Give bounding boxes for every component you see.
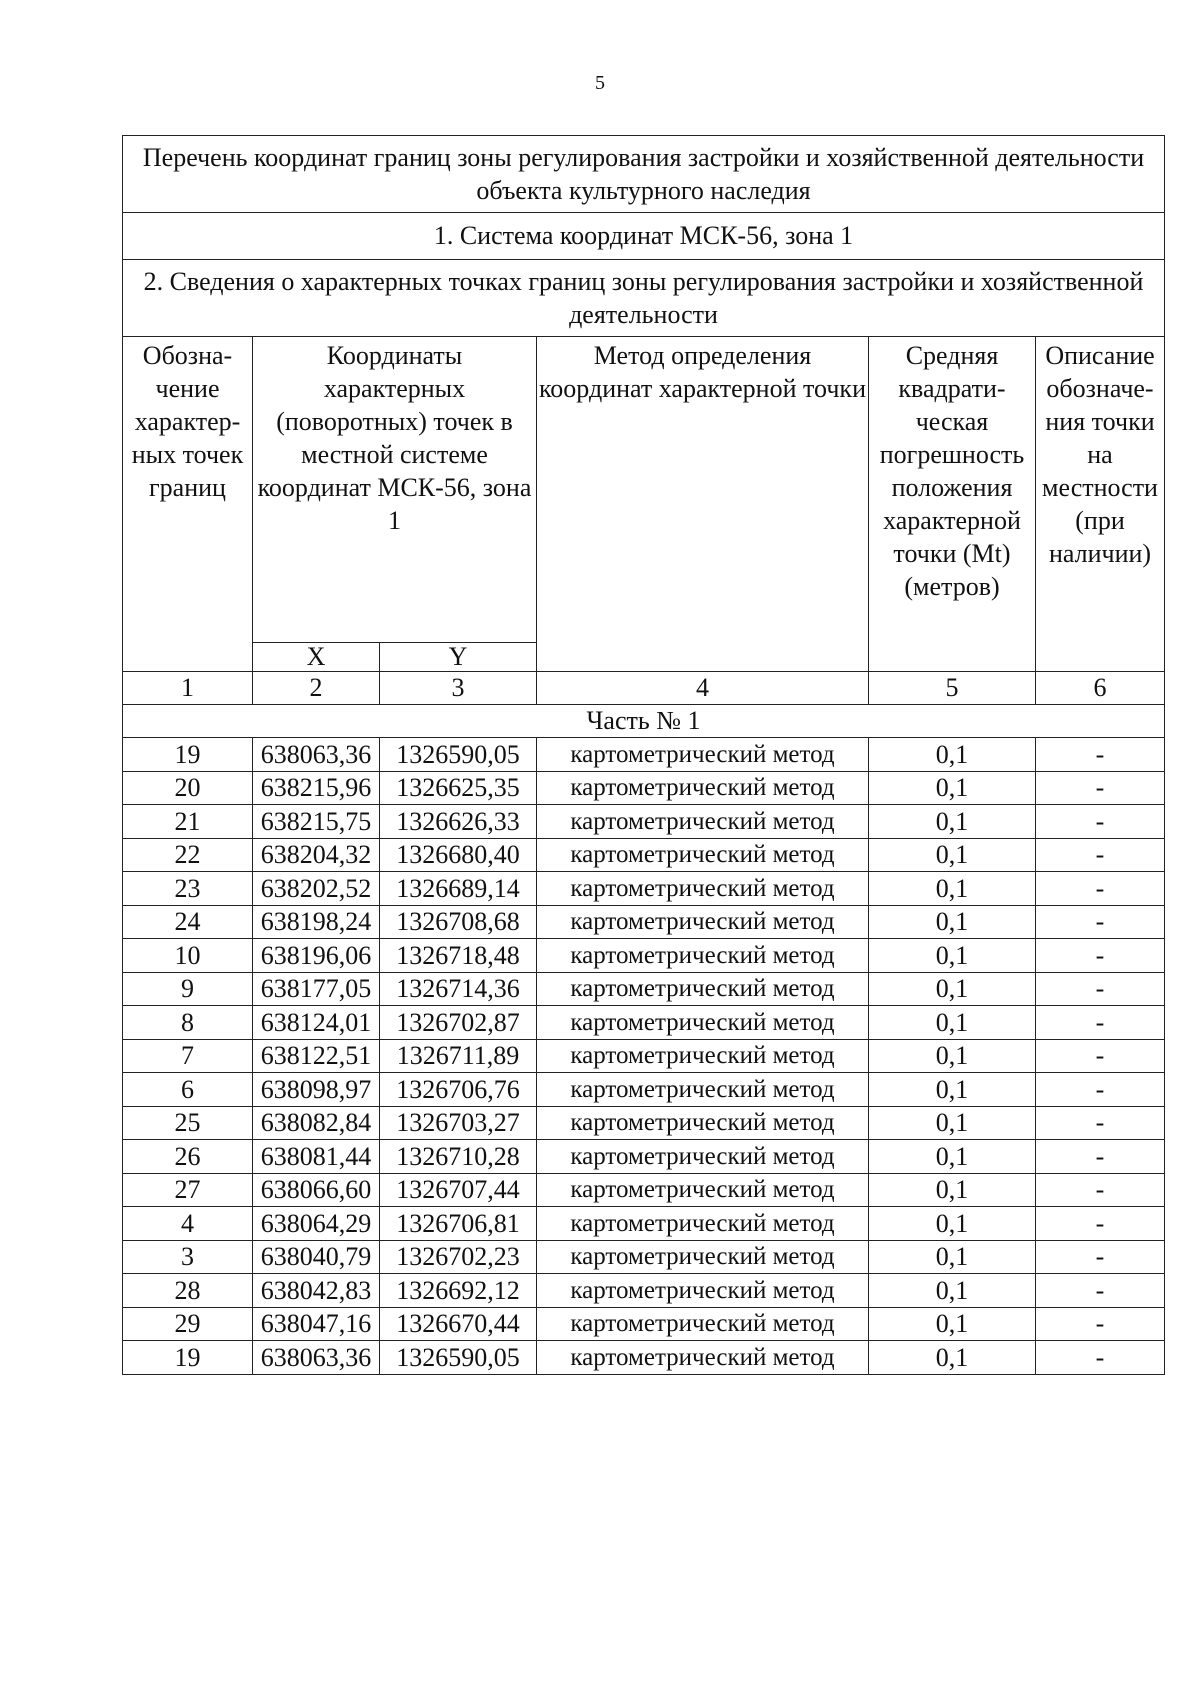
point-cell: 6	[123, 1073, 253, 1107]
x-cell: 638177,05	[253, 972, 380, 1006]
method-cell: картометрический метод	[537, 1274, 869, 1308]
table-row	[123, 771, 1165, 805]
section-label: 2. Сведения о характерных точках границ зоны регулирования застройки и хозяйственной деятельности	[123, 260, 1165, 337]
mt-cell: 0,1	[869, 1207, 1036, 1241]
header-mean-square-error: Средняя квадрати- ческая погрешность положения характерной точки (Mt) (метров)	[869, 337, 1036, 672]
y-cell: 1326689,14	[380, 872, 537, 906]
page-number: 5	[595, 72, 605, 94]
point-cell: 7	[123, 1039, 253, 1073]
x-cell: 638215,75	[253, 805, 380, 839]
table-title: Перечень координат границ зоны регулирования застройки и хозяйственной деятельности объекта культурного наследия	[123, 136, 1165, 213]
mt-cell: 0,1	[869, 771, 1036, 805]
mt-cell: 0,1	[869, 1240, 1036, 1274]
method-cell: картометрический метод	[537, 838, 869, 872]
description-cell: -	[1036, 1341, 1165, 1375]
column-number: 1	[123, 672, 253, 705]
point-cell: 29	[123, 1307, 253, 1341]
point-cell: 10	[123, 939, 253, 973]
mt-cell: 0,1	[869, 939, 1036, 973]
x-cell: 638040,79	[253, 1240, 380, 1274]
point-cell: 23	[123, 872, 253, 906]
mt-cell: 0,1	[869, 1173, 1036, 1207]
column-number-row	[123, 672, 1165, 705]
mt-cell: 0,1	[869, 738, 1036, 772]
table-row	[123, 805, 1165, 839]
description-cell: -	[1036, 1106, 1165, 1140]
mt-cell: 0,1	[869, 872, 1036, 906]
y-cell: 1326670,44	[380, 1307, 537, 1341]
point-cell: 8	[123, 1006, 253, 1040]
method-cell: картометрический метод	[537, 1240, 869, 1274]
table-row	[123, 939, 1165, 973]
method-cell: картометрический метод	[537, 1207, 869, 1241]
x-cell: 638063,36	[253, 738, 380, 772]
x-cell: 638042,83	[253, 1274, 380, 1308]
table-row	[123, 1039, 1165, 1073]
method-cell: картометрический метод	[537, 972, 869, 1006]
description-cell: -	[1036, 939, 1165, 973]
description-cell: -	[1036, 1039, 1165, 1073]
mt-cell: 0,1	[869, 1039, 1036, 1073]
table-row	[123, 838, 1165, 872]
mt-cell: 0,1	[869, 905, 1036, 939]
table-row	[123, 1240, 1165, 1274]
y-cell: 1326711,89	[380, 1039, 537, 1073]
description-cell: -	[1036, 1140, 1165, 1174]
x-cell: 638066,60	[253, 1173, 380, 1207]
point-cell: 28	[123, 1274, 253, 1308]
description-cell: -	[1036, 972, 1165, 1006]
mt-cell: 0,1	[869, 1006, 1036, 1040]
description-cell: -	[1036, 805, 1165, 839]
header-x: X	[253, 643, 380, 672]
method-cell: картометрический метод	[537, 1006, 869, 1040]
y-cell: 1326692,12	[380, 1274, 537, 1308]
point-cell: 20	[123, 771, 253, 805]
mt-cell: 0,1	[869, 1341, 1036, 1375]
x-cell: 638122,51	[253, 1039, 380, 1073]
method-cell: картометрический метод	[537, 1341, 869, 1375]
method-cell: картометрический метод	[537, 1073, 869, 1107]
x-cell: 638047,16	[253, 1307, 380, 1341]
mt-cell: 0,1	[869, 805, 1036, 839]
x-cell: 638063,36	[253, 1341, 380, 1375]
method-cell: картометрический метод	[537, 1039, 869, 1073]
header-point-description: Описание обозначе- ния точки на местности (при наличии)	[1036, 337, 1165, 672]
description-cell: -	[1036, 1240, 1165, 1274]
mt-cell: 0,1	[869, 972, 1036, 1006]
header-method: Метод определения координат характерной точки	[537, 337, 869, 672]
column-number: 6	[1036, 672, 1165, 705]
y-cell: 1326625,35	[380, 771, 537, 805]
description-cell: -	[1036, 1073, 1165, 1107]
point-cell: 3	[123, 1240, 253, 1274]
y-cell: 1326706,76	[380, 1073, 537, 1107]
point-cell: 19	[123, 1341, 253, 1375]
x-cell: 638081,44	[253, 1140, 380, 1174]
y-cell: 1326708,68	[380, 905, 537, 939]
x-cell: 638124,01	[253, 1006, 380, 1040]
part-label: Часть № 1	[123, 705, 1165, 738]
point-cell: 9	[123, 972, 253, 1006]
header-point-designation: Обозна- чение характер- ных точек границ	[123, 337, 253, 672]
point-cell: 26	[123, 1140, 253, 1174]
method-cell: картометрический метод	[537, 771, 869, 805]
description-cell: -	[1036, 872, 1165, 906]
x-cell: 638098,97	[253, 1073, 380, 1107]
x-cell: 638196,06	[253, 939, 380, 973]
table-row	[123, 1140, 1165, 1174]
description-cell: -	[1036, 1173, 1165, 1207]
description-cell: -	[1036, 1006, 1165, 1040]
point-cell: 27	[123, 1173, 253, 1207]
table-row	[123, 1341, 1165, 1375]
y-cell: 1326707,44	[380, 1173, 537, 1207]
mt-cell: 0,1	[869, 1274, 1036, 1308]
method-cell: картометрический метод	[537, 1106, 869, 1140]
column-number: 2	[253, 672, 380, 705]
table-row	[123, 1307, 1165, 1341]
method-cell: картометрический метод	[537, 1307, 869, 1341]
y-cell: 1326703,27	[380, 1106, 537, 1140]
table-row	[123, 905, 1165, 939]
point-cell: 21	[123, 805, 253, 839]
method-cell: картометрический метод	[537, 905, 869, 939]
method-cell: картометрический метод	[537, 738, 869, 772]
column-number: 5	[869, 672, 1036, 705]
header-coordinates: Координаты характерных (поворотных) точек в местной системе координат МСК-56, зона 1	[253, 337, 537, 643]
description-cell: -	[1036, 1207, 1165, 1241]
y-cell: 1326590,05	[380, 738, 537, 772]
coordinates-table	[122, 135, 1165, 1375]
x-cell: 638202,52	[253, 872, 380, 906]
table-row	[123, 1006, 1165, 1040]
point-cell: 4	[123, 1207, 253, 1241]
method-cell: картометрический метод	[537, 1140, 869, 1174]
mt-cell: 0,1	[869, 838, 1036, 872]
table-row	[123, 1173, 1165, 1207]
y-cell: 1326590,05	[380, 1341, 537, 1375]
table-row	[123, 1073, 1165, 1107]
point-cell: 22	[123, 838, 253, 872]
method-cell: картометрический метод	[537, 872, 869, 906]
table-row	[123, 1106, 1165, 1140]
x-cell: 638198,24	[253, 905, 380, 939]
description-cell: -	[1036, 1307, 1165, 1341]
point-cell: 19	[123, 738, 253, 772]
x-cell: 638215,96	[253, 771, 380, 805]
y-cell: 1326718,48	[380, 939, 537, 973]
description-cell: -	[1036, 838, 1165, 872]
column-number: 3	[380, 672, 537, 705]
table-row	[123, 972, 1165, 1006]
column-number: 4	[537, 672, 869, 705]
description-cell: -	[1036, 738, 1165, 772]
table-row	[123, 738, 1165, 772]
y-cell: 1326626,33	[380, 805, 537, 839]
method-cell: картометрический метод	[537, 939, 869, 973]
method-cell: картометрический метод	[537, 1173, 869, 1207]
table-row	[123, 872, 1165, 906]
x-cell: 638064,29	[253, 1207, 380, 1241]
point-cell: 25	[123, 1106, 253, 1140]
table-row	[123, 1274, 1165, 1308]
mt-cell: 0,1	[869, 1307, 1036, 1341]
y-cell: 1326680,40	[380, 838, 537, 872]
x-cell: 638082,84	[253, 1106, 380, 1140]
y-cell: 1326702,23	[380, 1240, 537, 1274]
method-cell: картометрический метод	[537, 805, 869, 839]
x-cell: 638204,32	[253, 838, 380, 872]
mt-cell: 0,1	[869, 1073, 1036, 1107]
header-y: Y	[380, 643, 537, 672]
mt-cell: 0,1	[869, 1140, 1036, 1174]
coordinate-system-label: 1. Система координат МСК-56, зона 1	[123, 213, 1165, 260]
description-cell: -	[1036, 771, 1165, 805]
table-row	[123, 1207, 1165, 1241]
y-cell: 1326702,87	[380, 1006, 537, 1040]
mt-cell: 0,1	[869, 1106, 1036, 1140]
y-cell: 1326710,28	[380, 1140, 537, 1174]
y-cell: 1326706,81	[380, 1207, 537, 1241]
description-cell: -	[1036, 905, 1165, 939]
point-cell: 24	[123, 905, 253, 939]
y-cell: 1326714,36	[380, 972, 537, 1006]
description-cell: -	[1036, 1274, 1165, 1308]
